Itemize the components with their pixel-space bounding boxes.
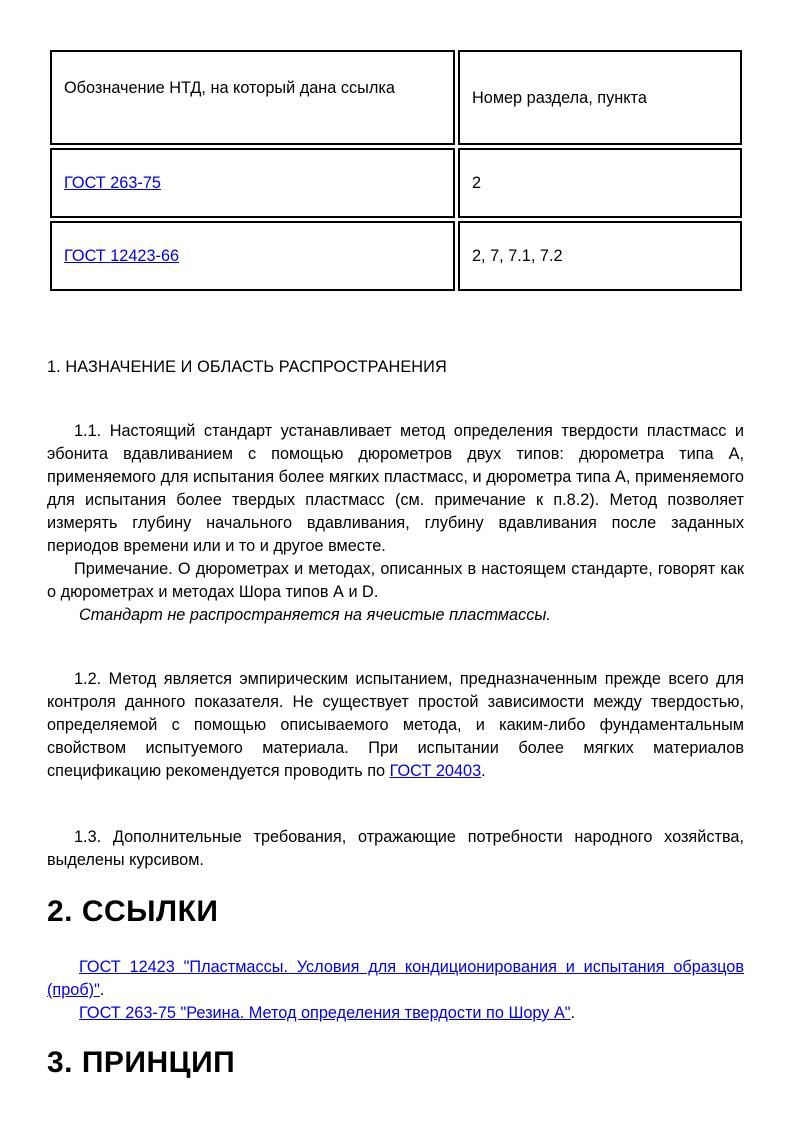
gost-263-75-link[interactable]: ГОСТ 263-75 bbox=[64, 174, 161, 192]
paragraph-1-2-end: . bbox=[481, 762, 486, 780]
gost-20403-link[interactable]: ГОСТ 20403 bbox=[389, 762, 482, 780]
header-section-label: Номер раздела, пункта bbox=[472, 88, 647, 107]
table-cell-document bbox=[50, 221, 455, 291]
gost-12423-66-link[interactable]: ГОСТ 12423-66 bbox=[64, 247, 180, 265]
gost-12423-reference-link[interactable]: ГОСТ 12423 "Пластмассы. Условия для кондиционирования и испытания образцов (проб)" bbox=[47, 958, 744, 999]
section-3-heading: 3. ПРИНЦИП bbox=[47, 1046, 236, 1079]
reference-end: . bbox=[99, 981, 105, 999]
section-1-body bbox=[47, 420, 744, 627]
table-cell-section bbox=[458, 148, 742, 218]
paragraph-1-1: 1.1. Настоящий стандарт устанавливает метод определения твердости пластмасс и эбонита вдавливанием с помощью дюрометров двух типов: дюрометра типа А, применяемого для испытания более мягких пластмасс, и дюрометра типа А, применяемого для испытания более твердых пластмасс (см. примечание к п.8.2). Метод позволяет измерять глубину начального вдавливания, глубину вдавливания после заданных периодов времени или и то и другое вместе. bbox=[47, 422, 744, 555]
references-list bbox=[47, 956, 744, 1025]
note-paragraph: Примечание. О дюрометрах и методах, описанных в настоящем стандарте, говорят как о дюрометрах и методах Шора типов А и D. bbox=[47, 560, 744, 601]
section-2-heading: 2. ССЫЛКИ bbox=[47, 895, 219, 928]
header-cell-section bbox=[458, 50, 742, 145]
section-number-value: 2, 7, 7.1, 7.2 bbox=[472, 247, 563, 265]
gost-263-75-reference-link[interactable]: ГОСТ 263-75 "Резина. Метод определения твердости по Шору А" bbox=[79, 1004, 571, 1022]
table-row bbox=[50, 221, 742, 291]
reference-item bbox=[47, 1002, 744, 1025]
section-1-title: 1. НАЗНАЧЕНИЕ И ОБЛАСТЬ РАСПРОСТРАНЕНИЯ bbox=[47, 358, 447, 376]
paragraph-1-3: 1.3. Дополнительные требования, отражающие потребности народного хозяйства, выделены курсивом. bbox=[47, 828, 744, 869]
table-row bbox=[50, 148, 742, 218]
table-cell-section bbox=[458, 221, 742, 291]
paragraph-1-2 bbox=[47, 668, 744, 783]
table-cell-document bbox=[50, 148, 455, 218]
reference-item bbox=[47, 956, 744, 1002]
table-header-row bbox=[50, 50, 742, 145]
header-document-label: Обозначение НТД, на который дана ссылка bbox=[64, 79, 395, 97]
reference-end: . bbox=[570, 1004, 576, 1022]
paragraph-1-2-text: 1.2. Метод является эмпирическим испытанием, предназначенным прежде всего для контроля данного показателя. Не существует простой зависимости между твердостью, определяемой с помощью описываемого метода, и каким-либо фундаментальным свойством испытуемого материала. При испытании более мягких материалов спецификацию рекомендуется проводить по bbox=[47, 670, 744, 780]
reference-table bbox=[50, 50, 742, 291]
section-number-value: 2 bbox=[472, 174, 482, 192]
header-cell-document bbox=[50, 50, 455, 145]
italic-note: Стандарт не распространяется на ячеистые пластмассы. bbox=[79, 606, 551, 624]
